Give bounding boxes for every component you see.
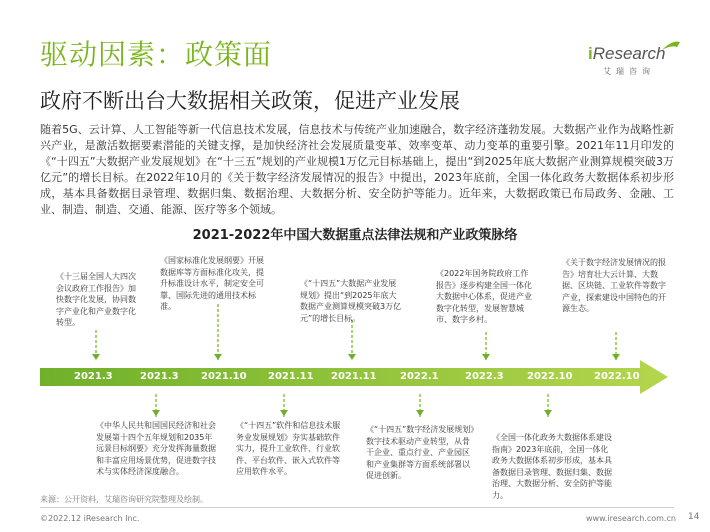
copyright: ©2022.12 iResearch Inc. — [40, 514, 140, 523]
policy-note: 《“十四五”大数据产业发展规划》提出“到2025年底大数据产业测算规模突破3万亿元”的增长目标。 — [300, 279, 402, 323]
policy-note: 《国家标准化发展纲要》开展数据库等方面标准化攻关，提升标准设计水平，制定安全可靠、国际先进的通用技术标准。 — [160, 256, 264, 311]
policy-note: 《“十四五”数字经济发展规划》数字技术驱动产业转型，从骨干企业、重点行业、产业园区和产业集群等方面系统部署以促进创新。 — [366, 425, 475, 480]
policy-note: 《2022年国务院政府工作报告》逐步构建全国一体化大数据中心体系，促进产业数字化转型，发展智慧城市、数字乡村。 — [436, 269, 532, 324]
logo-prefix: i — [588, 44, 593, 63]
logo-chinese-name: 艾瑞咨询 — [603, 67, 655, 76]
timeline-date: 2022.10 — [594, 371, 640, 382]
page-title: 驱动因素：政策面 — [40, 38, 273, 71]
policy-note: 《“十四五”软件和信息技术服务业发展规划》夯实基础软件实力，提升工业软件、行业软件、平台软件、嵌入式软件等应用软件水平。 — [236, 421, 341, 476]
logo-name: Research — [592, 44, 666, 63]
timeline-date: 2022.3 — [465, 371, 504, 382]
timeline-date: 2021.3 — [74, 371, 113, 382]
timeline-date: 2022.1 — [400, 371, 439, 382]
timeline-date: 2021.10 — [201, 371, 247, 382]
timeline-date: 2021.3 — [140, 371, 179, 382]
timeline-date: 2021.11 — [268, 371, 314, 382]
timeline-date: 2022.10 — [527, 371, 573, 382]
source-note: 来源：公开资料，艾瑞咨询研究院整理及绘制。 — [40, 495, 208, 504]
page-number: 14 — [688, 512, 700, 522]
policy-note: 《中华人民共和国国民经济和社会发展第十四个五年规划和2035年远景目标纲要》充分发挥海量数据和丰富应用场景优势，促进数字技术与实体经济深度融合。 — [96, 421, 216, 476]
policy-note: 《十三届全国人大四次会议政府工作报告》加快数字化发展，协同数字产业化和产业数字化转型。 — [56, 272, 136, 327]
timeline-date: 2021.11 — [331, 371, 377, 382]
footer-divider — [40, 507, 674, 508]
page-subtitle: 政府不断出台大数据相关政策，促进产业发展 — [40, 89, 460, 113]
policy-note: 《关于数字经济发展情况的报告》培育壮大云计算、大数据、区块链、工业软件等数字产业，探索建设中国特色的开源生态。 — [562, 258, 666, 313]
timeline-title: 2021-2022年中国大数据重点法律法规和产业政策脉络 — [192, 228, 518, 243]
body-paragraph: 随着5G、云计算、人工智能等新一代信息技术发展，信息技术与传统产业加速融合，数字经济蓬勃发展。大数据产业作为战略性新兴产业，是激活数据要素潜能的关键支撑，是加快经济社会发展质量变革、效率变革、动力变革的重要引擎。2021年11月印发的《“十四五”大数据产业发展规划》在“十三五”规划的产业规模1万亿元目标基础上，提出“到2025年底大数据产业测算规模突破3万亿元”的增长目标。在2022年10月的《关于数字经济发展情况的报告》中提出，2023年底前，全国一体化政务大数据体系初步形成，基本具备数据目录管理、数据归集、数据治理、大数据分析、安全防护等能力。近年来，大数据政策已布局政务、金融、工业、制造、制造、交通、能源、医疗等多个领域。 — [40, 123, 674, 216]
policy-note: 《全国一体化政务大数据体系建设指南》2023年底前，全国一体化政务大数据体系初步形成，基本具备数据目录管理、数据归集、数据治理、大数据分析、安全防护等能力。 — [492, 433, 612, 500]
website-link[interactable]: www.iresearch.com.cn — [586, 514, 676, 523]
